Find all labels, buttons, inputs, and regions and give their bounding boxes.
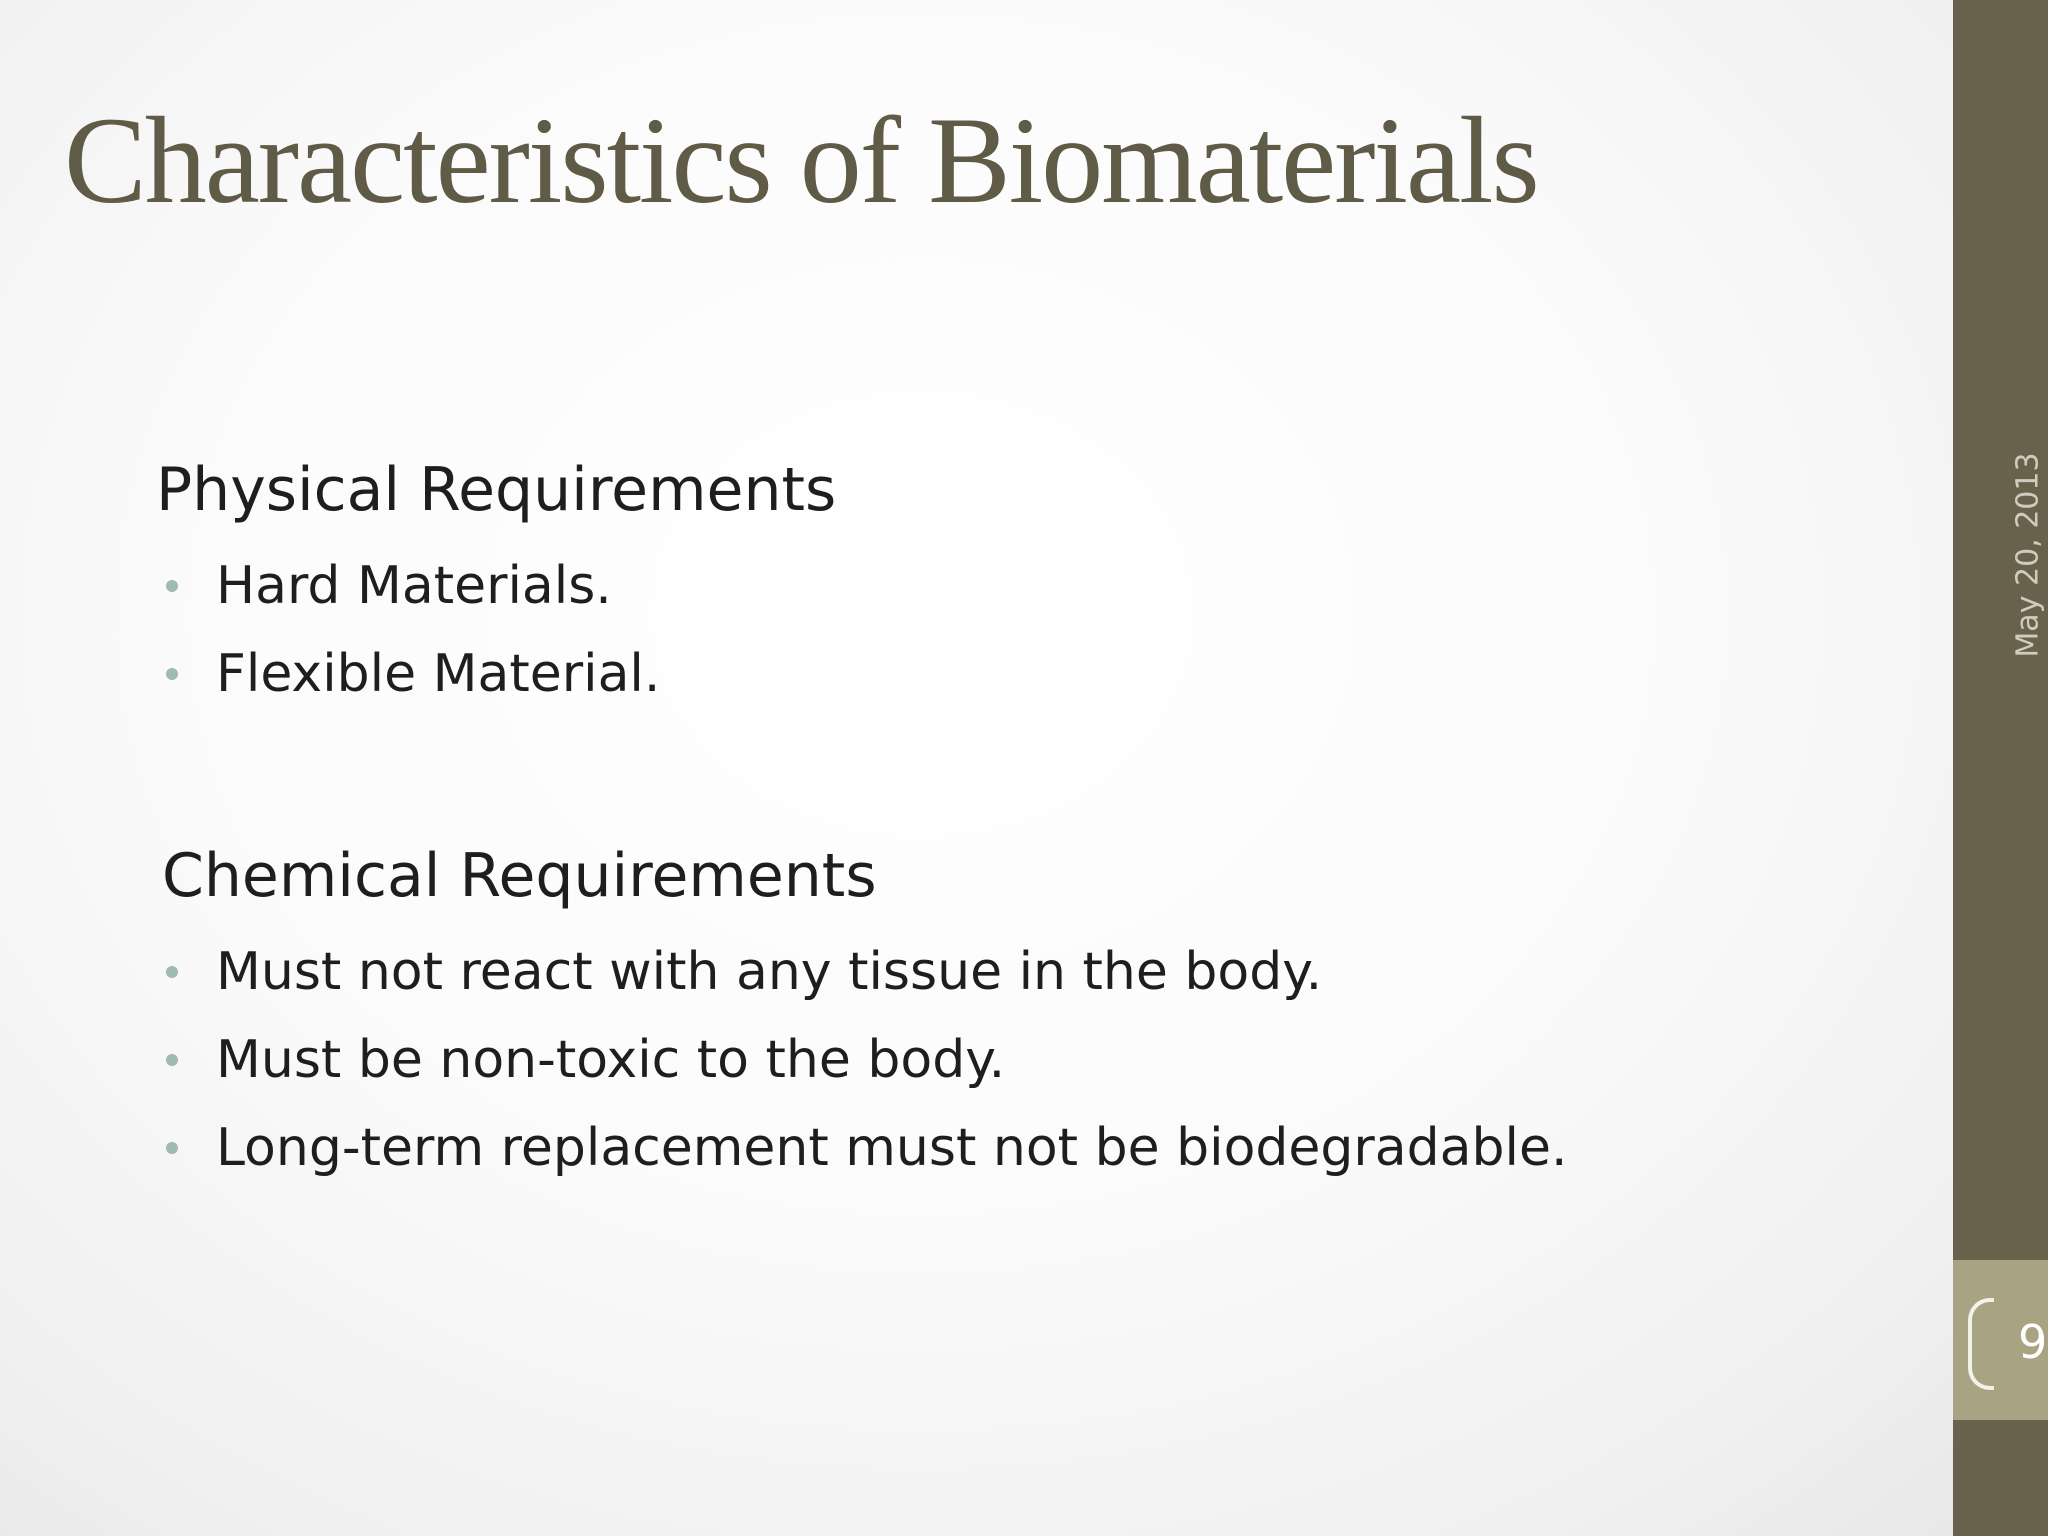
list-item (156, 1104, 1568, 1192)
bullet-list (156, 928, 1568, 1192)
physical-requirements-section (156, 452, 836, 718)
chemical-requirements-section (162, 838, 1568, 1192)
list-item-text: Flexible Material. (216, 644, 661, 704)
bullet-icon (166, 1054, 178, 1066)
page-number: 9 (2018, 1315, 2048, 1369)
list-item (156, 1016, 1568, 1104)
bracket-icon (1968, 1298, 1994, 1390)
list-item-text: Must be non-toxic to the body. (216, 1030, 1006, 1090)
bullet-icon (166, 580, 178, 592)
bullet-list (156, 542, 836, 718)
list-item (156, 928, 1568, 1016)
slide-date: May 20, 2013 (2010, 452, 2046, 658)
list-item-text: Long-term replacement must not be biodegradable. (216, 1118, 1568, 1178)
bullet-icon (166, 966, 178, 978)
list-item-text: Must not react with any tissue in the body. (216, 942, 1323, 1002)
section-heading: Chemical Requirements (162, 841, 877, 911)
list-item (156, 630, 836, 718)
list-item-text: Hard Materials. (216, 556, 612, 616)
bullet-icon (166, 1142, 178, 1154)
bullet-icon (166, 668, 178, 680)
slide-title: Characteristics of Biomaterials (64, 92, 1538, 229)
section-heading: Physical Requirements (156, 455, 837, 525)
list-item (156, 542, 836, 630)
